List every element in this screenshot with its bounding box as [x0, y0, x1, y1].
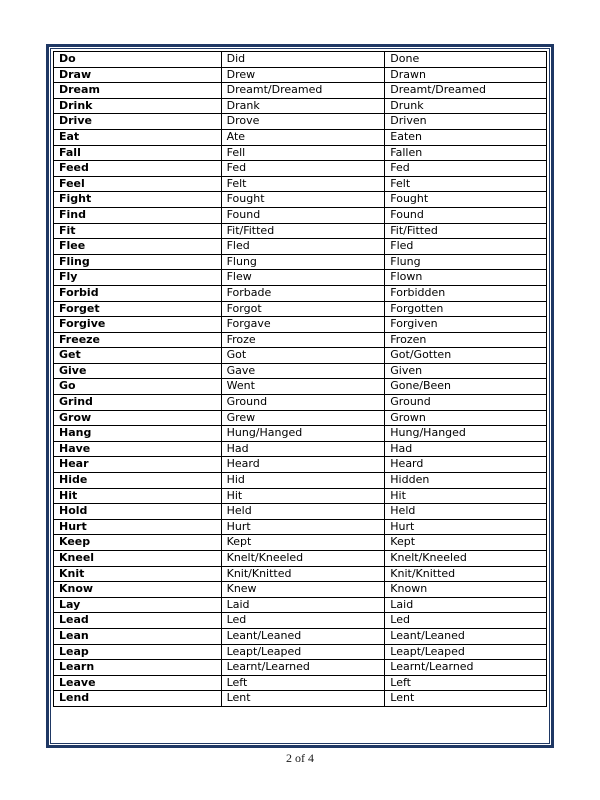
past-simple-cell: Forgave — [221, 317, 385, 333]
past-participle-cell: Drawn — [385, 67, 547, 83]
base-form-cell: Find — [54, 207, 222, 223]
past-participle-cell: Forgiven — [385, 317, 547, 333]
past-simple-cell: Hit — [221, 488, 385, 504]
past-simple-cell: Fed — [221, 161, 385, 177]
base-form-cell: Knit — [54, 566, 222, 582]
base-form-cell: Keep — [54, 535, 222, 551]
past-simple-cell: Kept — [221, 535, 385, 551]
base-form-cell: Eat — [54, 129, 222, 145]
past-simple-cell: Flew — [221, 270, 385, 286]
past-simple-cell: Gave — [221, 363, 385, 379]
past-participle-cell: Done — [385, 52, 547, 68]
table-row — [54, 114, 547, 130]
base-form-cell: Feed — [54, 161, 222, 177]
past-simple-cell: Left — [221, 675, 385, 691]
past-participle-cell: Knelt/Kneeled — [385, 551, 547, 567]
past-simple-cell: Flung — [221, 254, 385, 270]
past-participle-cell: Lent — [385, 691, 547, 707]
base-form-cell: Do — [54, 52, 222, 68]
past-simple-cell: Got — [221, 348, 385, 364]
past-participle-cell: Flown — [385, 270, 547, 286]
past-participle-cell: Hidden — [385, 473, 547, 489]
base-form-cell: Go — [54, 379, 222, 395]
table-row — [54, 519, 547, 535]
table-row — [54, 239, 547, 255]
table-row — [54, 98, 547, 114]
past-participle-cell: Gone/Been — [385, 379, 547, 395]
past-participle-cell: Fit/Fitted — [385, 223, 547, 239]
table-row — [54, 691, 547, 707]
past-simple-cell: Hung/Hanged — [221, 426, 385, 442]
table-row — [54, 301, 547, 317]
table-row — [54, 176, 547, 192]
table-row — [54, 161, 547, 177]
base-form-cell: Kneel — [54, 551, 222, 567]
table-row — [54, 535, 547, 551]
table-row — [54, 457, 547, 473]
base-form-cell: Hang — [54, 426, 222, 442]
past-simple-cell: Leapt/Leaped — [221, 644, 385, 660]
base-form-cell: Fly — [54, 270, 222, 286]
base-form-cell: Lead — [54, 613, 222, 629]
table-row — [54, 473, 547, 489]
past-participle-cell: Forgotten — [385, 301, 547, 317]
table-row — [54, 363, 547, 379]
past-simple-cell: Hid — [221, 473, 385, 489]
past-simple-cell: Learnt/Learned — [221, 660, 385, 676]
past-simple-cell: Ground — [221, 395, 385, 411]
page-border-inner — [50, 48, 550, 744]
past-simple-cell: Ate — [221, 129, 385, 145]
past-participle-cell: Found — [385, 207, 547, 223]
irregular-verbs-table — [53, 51, 547, 707]
past-simple-cell: Heard — [221, 457, 385, 473]
table-row — [54, 254, 547, 270]
base-form-cell: Grind — [54, 395, 222, 411]
past-participle-cell: Leant/Leaned — [385, 628, 547, 644]
table-row — [54, 223, 547, 239]
table-row — [54, 270, 547, 286]
base-form-cell: Feel — [54, 176, 222, 192]
base-form-cell: Lay — [54, 597, 222, 613]
base-form-cell: Know — [54, 582, 222, 598]
past-simple-cell: Led — [221, 613, 385, 629]
base-form-cell: Forbid — [54, 285, 222, 301]
past-simple-cell: Dreamt/Dreamed — [221, 83, 385, 99]
past-simple-cell: Fell — [221, 145, 385, 161]
table-row — [54, 582, 547, 598]
base-form-cell: Give — [54, 363, 222, 379]
table-row — [54, 644, 547, 660]
past-participle-cell: Driven — [385, 114, 547, 130]
table-row — [54, 488, 547, 504]
past-simple-cell: Did — [221, 52, 385, 68]
past-participle-cell: Fallen — [385, 145, 547, 161]
past-simple-cell: Felt — [221, 176, 385, 192]
past-simple-cell: Knelt/Kneeled — [221, 551, 385, 567]
past-participle-cell: Felt — [385, 176, 547, 192]
past-simple-cell: Laid — [221, 597, 385, 613]
past-participle-cell: Ground — [385, 395, 547, 411]
table-row — [54, 67, 547, 83]
table-row — [54, 348, 547, 364]
base-form-cell: Fall — [54, 145, 222, 161]
past-simple-cell: Fled — [221, 239, 385, 255]
base-form-cell: Flee — [54, 239, 222, 255]
past-simple-cell: Forbade — [221, 285, 385, 301]
past-participle-cell: Hit — [385, 488, 547, 504]
base-form-cell: Dream — [54, 83, 222, 99]
past-simple-cell: Went — [221, 379, 385, 395]
page-number: 2 of 4 — [286, 751, 314, 765]
past-simple-cell: Forgot — [221, 301, 385, 317]
page-border-frame — [46, 44, 554, 748]
table-row — [54, 207, 547, 223]
base-form-cell: Lend — [54, 691, 222, 707]
table-row — [54, 613, 547, 629]
past-participle-cell: Drunk — [385, 98, 547, 114]
base-form-cell: Hit — [54, 488, 222, 504]
base-form-cell: Draw — [54, 67, 222, 83]
base-form-cell: Hold — [54, 504, 222, 520]
table-row — [54, 566, 547, 582]
past-participle-cell: Knit/Knitted — [385, 566, 547, 582]
past-simple-cell: Held — [221, 504, 385, 520]
past-simple-cell: Drank — [221, 98, 385, 114]
table-row — [54, 410, 547, 426]
past-participle-cell: Led — [385, 613, 547, 629]
table-row — [54, 597, 547, 613]
past-participle-cell: Got/Gotten — [385, 348, 547, 364]
past-participle-cell: Heard — [385, 457, 547, 473]
verb-table-body — [54, 52, 547, 707]
past-participle-cell: Hung/Hanged — [385, 426, 547, 442]
base-form-cell: Leave — [54, 675, 222, 691]
past-simple-cell: Drew — [221, 67, 385, 83]
past-participle-cell: Given — [385, 363, 547, 379]
past-participle-cell: Learnt/Learned — [385, 660, 547, 676]
table-row — [54, 379, 547, 395]
table-row — [54, 395, 547, 411]
past-participle-cell: Forbidden — [385, 285, 547, 301]
past-simple-cell: Hurt — [221, 519, 385, 535]
past-participle-cell: Eaten — [385, 129, 547, 145]
past-simple-cell: Leant/Leaned — [221, 628, 385, 644]
base-form-cell: Drink — [54, 98, 222, 114]
base-form-cell: Forget — [54, 301, 222, 317]
past-participle-cell: Fed — [385, 161, 547, 177]
table-row — [54, 129, 547, 145]
past-participle-cell: Frozen — [385, 332, 547, 348]
past-participle-cell: Laid — [385, 597, 547, 613]
past-participle-cell: Grown — [385, 410, 547, 426]
past-participle-cell: Dreamt/Dreamed — [385, 83, 547, 99]
base-form-cell: Leap — [54, 644, 222, 660]
past-simple-cell: Drove — [221, 114, 385, 130]
base-form-cell: Fit — [54, 223, 222, 239]
past-participle-cell: Known — [385, 582, 547, 598]
table-row — [54, 83, 547, 99]
past-participle-cell: Hurt — [385, 519, 547, 535]
base-form-cell: Hear — [54, 457, 222, 473]
table-row — [54, 285, 547, 301]
base-form-cell: Grow — [54, 410, 222, 426]
past-participle-cell: Fled — [385, 239, 547, 255]
table-row — [54, 332, 547, 348]
past-simple-cell: Lent — [221, 691, 385, 707]
base-form-cell: Drive — [54, 114, 222, 130]
base-form-cell: Forgive — [54, 317, 222, 333]
table-row — [54, 628, 547, 644]
table-row — [54, 675, 547, 691]
table-row — [54, 317, 547, 333]
past-simple-cell: Grew — [221, 410, 385, 426]
past-simple-cell: Froze — [221, 332, 385, 348]
base-form-cell: Hurt — [54, 519, 222, 535]
past-participle-cell: Kept — [385, 535, 547, 551]
past-participle-cell: Left — [385, 675, 547, 691]
past-simple-cell: Fit/Fitted — [221, 223, 385, 239]
base-form-cell: Freeze — [54, 332, 222, 348]
past-simple-cell: Knit/Knitted — [221, 566, 385, 582]
table-row — [54, 192, 547, 208]
past-participle-cell: Had — [385, 441, 547, 457]
past-simple-cell: Found — [221, 207, 385, 223]
base-form-cell: Get — [54, 348, 222, 364]
past-simple-cell: Fought — [221, 192, 385, 208]
table-row — [54, 441, 547, 457]
base-form-cell: Fling — [54, 254, 222, 270]
past-participle-cell: Held — [385, 504, 547, 520]
base-form-cell: Have — [54, 441, 222, 457]
base-form-cell: Fight — [54, 192, 222, 208]
table-row — [54, 551, 547, 567]
past-participle-cell: Leapt/Leaped — [385, 644, 547, 660]
table-row — [54, 504, 547, 520]
past-simple-cell: Had — [221, 441, 385, 457]
base-form-cell: Lean — [54, 628, 222, 644]
table-row — [54, 426, 547, 442]
past-participle-cell: Fought — [385, 192, 547, 208]
past-participle-cell: Flung — [385, 254, 547, 270]
table-row — [54, 145, 547, 161]
base-form-cell: Learn — [54, 660, 222, 676]
table-row — [54, 52, 547, 68]
past-simple-cell: Knew — [221, 582, 385, 598]
table-row — [54, 660, 547, 676]
base-form-cell: Hide — [54, 473, 222, 489]
